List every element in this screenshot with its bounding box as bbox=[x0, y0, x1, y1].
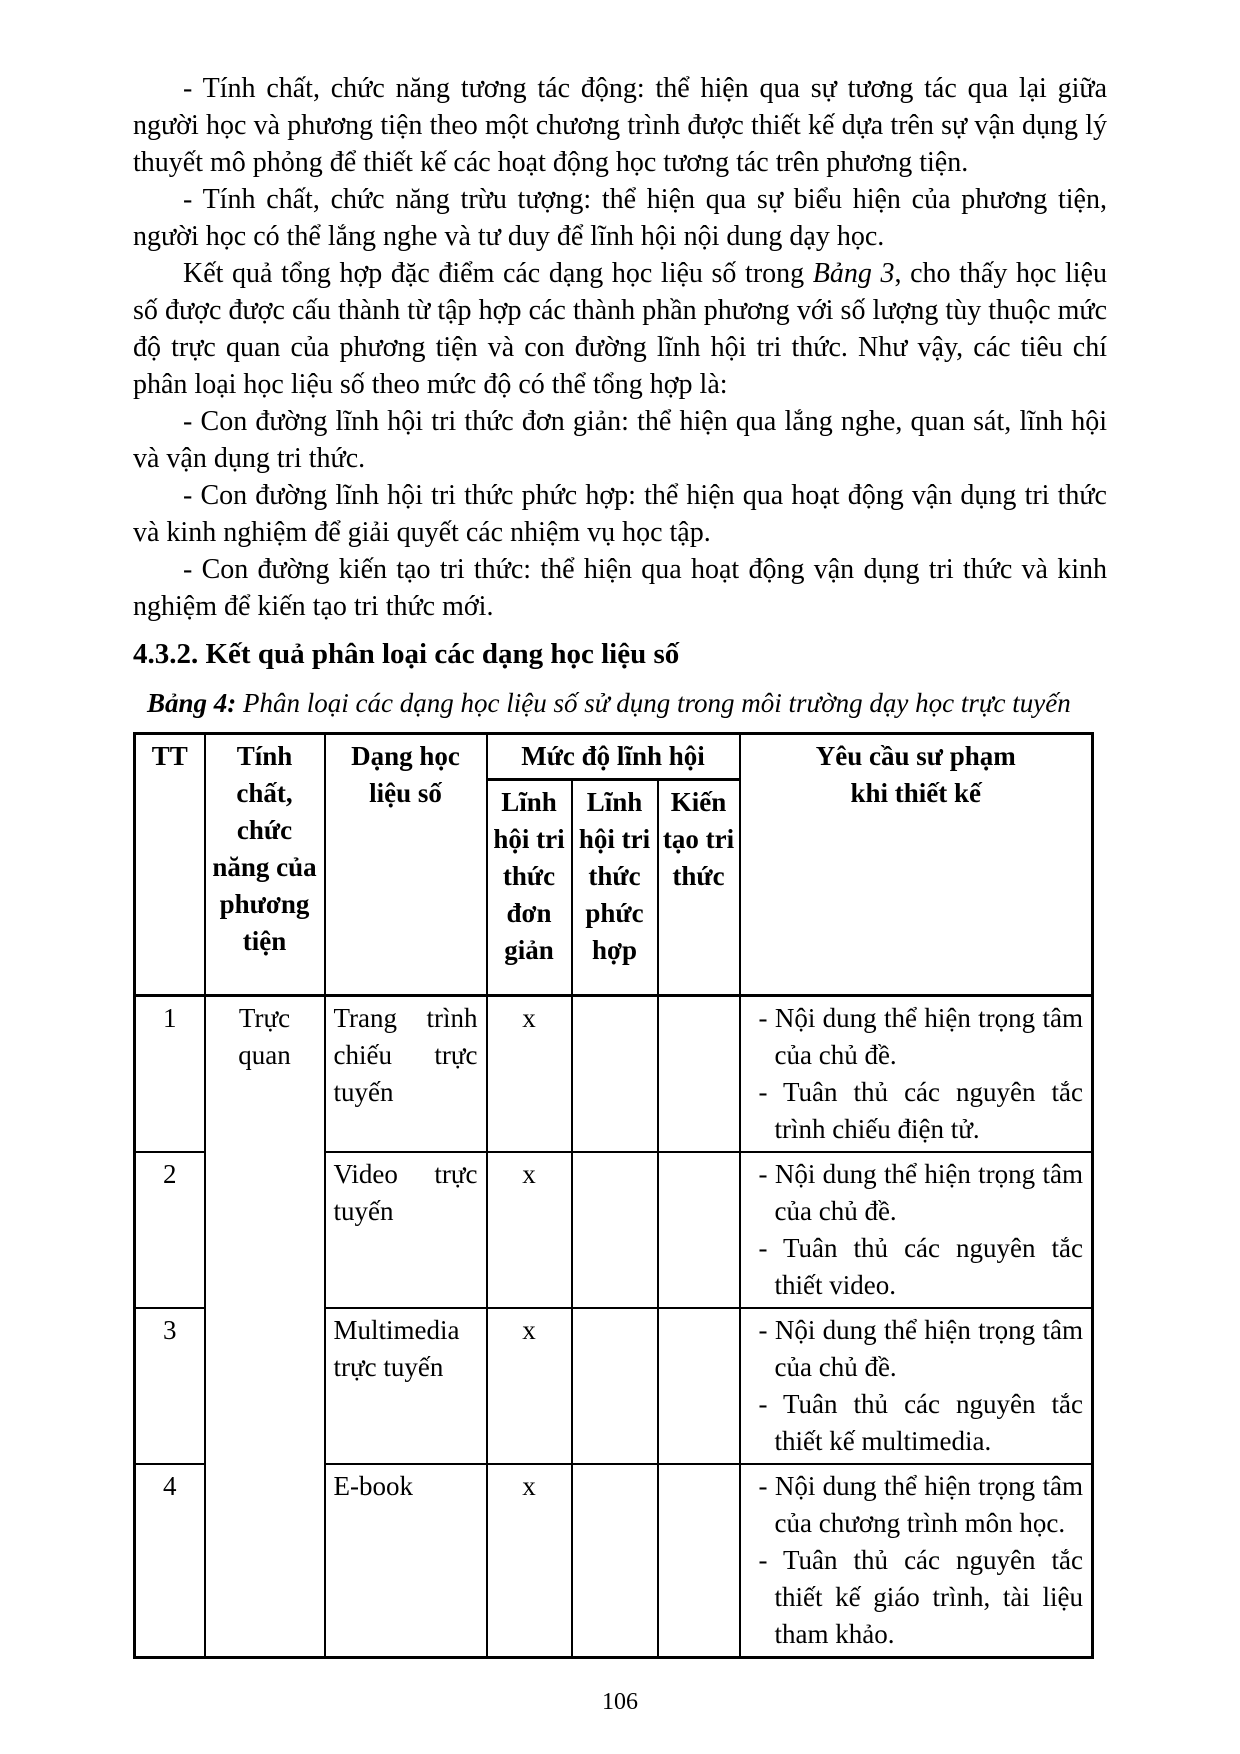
requirement-item: - Nội dung thể hiện trọng tâm của chủ đề. bbox=[758, 1003, 1083, 1070]
classification-table bbox=[133, 732, 1094, 1659]
paragraph: - Tính chất, chức năng trừu tượng: thể hiện qua sự biểu hiện của phương tiện, người học có thể lắng nghe và tư duy để lĩnh hội nội dung dạy học. bbox=[133, 184, 1107, 252]
header-cell-kien-tao: Kiến tạo tri thức bbox=[658, 780, 740, 996]
cell-mark-kien-tao bbox=[658, 1308, 740, 1464]
cell-mark-phuc-hop bbox=[572, 996, 658, 1153]
requirement-item: - Nội dung thể hiện trọng tâm của chủ đề. bbox=[758, 1315, 1083, 1382]
header-cell-tt: TT bbox=[135, 734, 205, 996]
paragraph: - Con đường lĩnh hội tri thức phức hợp: thể hiện qua hoạt động vận dụng tri thức và kinh nghiệm để giải quyết các nhiệm vụ học tập. bbox=[133, 480, 1107, 548]
table-header bbox=[135, 734, 1093, 996]
cell-group-truc-quan: Trực quan bbox=[205, 996, 325, 1658]
cell-dang-hoc: E-book bbox=[325, 1464, 487, 1658]
cell-mark-don-gian: x bbox=[487, 1308, 572, 1464]
cell-mark-kien-tao bbox=[658, 1464, 740, 1658]
cell-mark-kien-tao bbox=[658, 996, 740, 1153]
cell-requirements bbox=[740, 1152, 1093, 1308]
cell-requirements bbox=[740, 996, 1093, 1153]
paragraph-text: , cho thấy học liệu số được được cấu thành từ tập hợp các thành phần phương với số lượng tùy thuộc mức độ trực quan của phương tiện và con đường lĩnh hội tri thức. Như vậy, các tiêu chí phân loại học liệu số theo mức độ có thể tổng hợp là: bbox=[133, 258, 1107, 400]
cell-tt: 1 bbox=[135, 996, 205, 1153]
requirement-item: - Tuân thủ các nguyên tắc thiết kế multimedia. bbox=[758, 1389, 1083, 1456]
header-cell-dang-hoc: Dạng học liệu số bbox=[325, 734, 487, 996]
cell-dang-hoc: Trang trình chiếu trực tuyến bbox=[325, 996, 487, 1153]
table-caption-label: Bảng 4: bbox=[147, 688, 237, 718]
requirement-item: - Tuân thủ các nguyên tắc trình chiếu điện tử. bbox=[758, 1077, 1083, 1144]
paragraph: - Con đường lĩnh hội tri thức đơn giản: thể hiện qua lắng nghe, quan sát, lĩnh hội và vận dụng tri thức. bbox=[133, 406, 1107, 474]
paragraph: - Tính chất, chức năng tương tác động: thể hiện qua sự tương tác qua lại giữa người học và phương tiện theo một chương trình được thiết kế dựa trên sự vận dụng lý thuyết mô phỏng để thiết kế các hoạt động học tương tác trên phương tiện. bbox=[133, 73, 1107, 178]
cell-mark-kien-tao bbox=[658, 1152, 740, 1308]
paragraph bbox=[133, 255, 1107, 403]
header-cell-muc-do: Mức độ lĩnh hội bbox=[487, 734, 740, 780]
paragraph: - Con đường kiến tạo tri thức: thể hiện qua hoạt động vận dụng tri thức và kinh nghiệm để kiến tạo tri thức mới. bbox=[133, 554, 1107, 622]
header-cell-linh-hoi-don-gian: Lĩnh hội tri thức đơn giản bbox=[487, 780, 572, 996]
table-reference: Bảng 3 bbox=[812, 258, 895, 289]
cell-mark-phuc-hop bbox=[572, 1464, 658, 1658]
cell-dang-hoc: Multimedia trực tuyến bbox=[325, 1308, 487, 1464]
cell-mark-don-gian: x bbox=[487, 1464, 572, 1658]
cell-tt: 3 bbox=[135, 1308, 205, 1464]
cell-mark-don-gian: x bbox=[487, 1152, 572, 1308]
cell-tt: 2 bbox=[135, 1152, 205, 1308]
cell-mark-phuc-hop bbox=[572, 1308, 658, 1464]
requirement-item: - Nội dung thể hiện trọng tâm của chủ đề. bbox=[758, 1159, 1083, 1226]
header-cell-linh-hoi-phuc-hop: Lĩnh hội tri thức phức hợp bbox=[572, 780, 658, 996]
requirement-item: - Nội dung thể hiện trọng tâm của chương trình môn học. bbox=[758, 1471, 1083, 1538]
cell-requirements bbox=[740, 1464, 1093, 1658]
table-caption bbox=[147, 685, 1107, 722]
header-yeu-cau-line1: Yêu cầu sư phạm bbox=[815, 741, 1016, 771]
header-cell-tinh-chat: Tính chất, chức năng của phương tiện bbox=[205, 734, 325, 996]
cell-dang-hoc: Video trực tuyến bbox=[325, 1152, 487, 1308]
requirement-item: - Tuân thủ các nguyên tắc thiết video. bbox=[758, 1233, 1083, 1300]
table-row bbox=[135, 996, 1093, 1153]
header-row bbox=[135, 734, 1093, 780]
page-number: 106 bbox=[602, 1689, 638, 1715]
cell-mark-don-gian: x bbox=[487, 996, 572, 1153]
header-cell-yeu-cau bbox=[740, 734, 1093, 996]
requirement-item: - Tuân thủ các nguyên tắc thiết kế giáo trình, tài liệu tham khảo. bbox=[758, 1545, 1083, 1649]
section-heading: 4.3.2. Kết quả phân loại các dạng học liệu số bbox=[133, 638, 680, 670]
table-body bbox=[135, 996, 1093, 1658]
table-caption-text: Phân loại các dạng học liệu số sử dụng trong môi trường dạy học trực tuyến bbox=[236, 688, 1071, 718]
header-yeu-cau-line2: khi thiết kế bbox=[850, 778, 982, 808]
paragraph-text: Kết quả tổng hợp đặc điểm các dạng học liệu số trong bbox=[183, 258, 813, 289]
cell-tt: 4 bbox=[135, 1464, 205, 1658]
cell-requirements bbox=[740, 1308, 1093, 1464]
cell-mark-phuc-hop bbox=[572, 1152, 658, 1308]
